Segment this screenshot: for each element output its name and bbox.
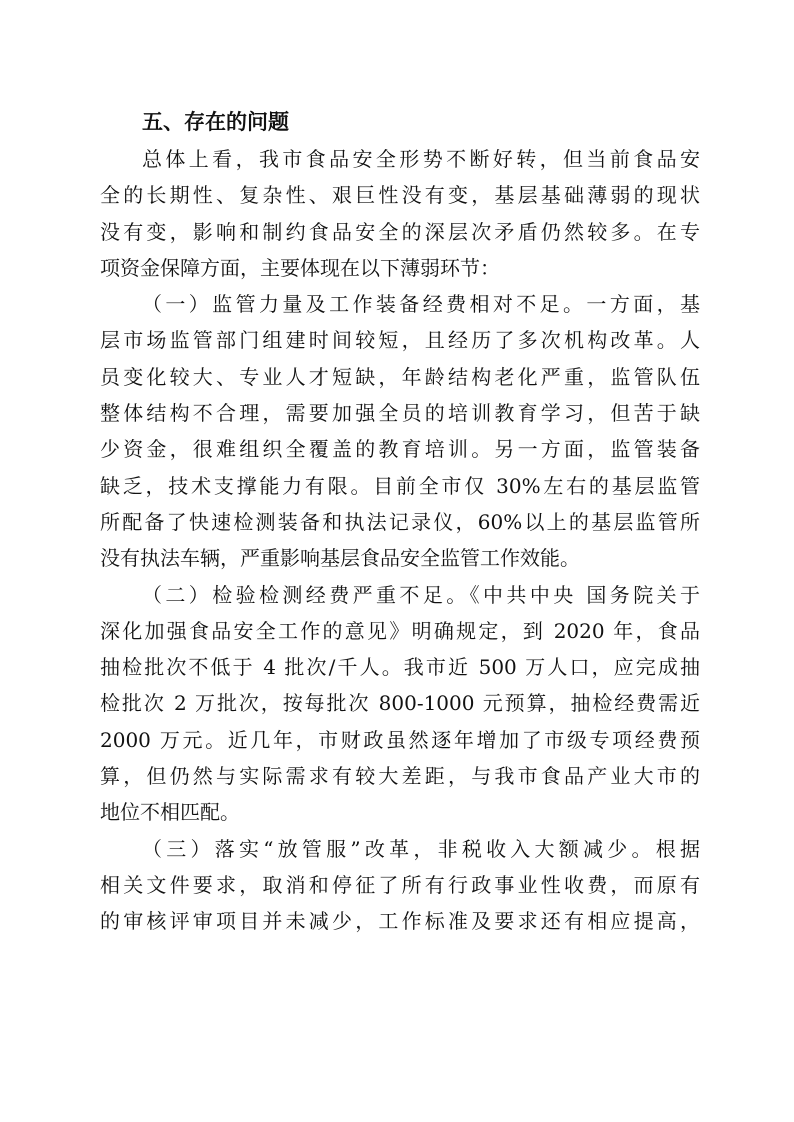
text-line: 抽检批次不低于 4 批次/千人。我市近 500 万人口，应完成抽	[100, 655, 700, 680]
text-line: 检批次 2 万批次，按每批次 800-1000 元预算，抽检经费需近	[100, 691, 700, 716]
text-line: 少资金，很难组织全覆盖的教育培训。另一方面，监管装备	[100, 437, 700, 462]
text-line: 没有变，影响和制约食品安全的深层次矛盾仍然较多。在专	[100, 219, 700, 244]
text-line: 深化加强食品安全工作的意见》明确规定，到 2020 年，食品	[100, 618, 700, 643]
text-line: 全的长期性、复杂性、艰巨性没有变，基层基础薄弱的现状	[100, 183, 700, 208]
text-line: 整体结构不合理，需要加强全员的培训教育学习，但苦于缺	[100, 401, 700, 426]
text-line: 算，但仍然与实际需求有较大差距，与我市食品产业大市的	[100, 764, 700, 789]
text-line: 总体上看，我市食品安全形势不断好转，但当前食品安	[142, 147, 700, 171]
text-line: 地位不相匹配。	[100, 800, 240, 825]
text-line: （一）监管力量及工作装备经费相对不足。一方面，基	[142, 292, 700, 317]
paragraph-overview	[100, 141, 700, 286]
text-line: 的审核评审项目并未减少，工作标准及要求还有相应提高，	[100, 909, 700, 934]
paragraph-item-2	[100, 577, 700, 831]
text-line: 项资金保障方面，主要体现在以下薄弱环节：	[100, 255, 500, 280]
text-line: （二）检验检测经费严重不足。《中共中央 国务院关于	[142, 582, 700, 607]
text-line: 2000 万元。近几年，市财政虽然逐年增加了市级专项经费预	[100, 727, 700, 752]
text-line: 员变化较大、专业人才短缺，年龄结构老化严重，监管队伍	[100, 364, 700, 389]
paragraph-item-3	[100, 831, 700, 940]
section-heading: 五、存在的问题	[142, 110, 289, 134]
text-line: 没有执法车辆，严重影响基层食品安全监管工作效能。	[100, 546, 580, 571]
text-line: 相关文件要求，取消和停征了所有行政事业性收费，而原有	[100, 872, 700, 897]
document-body	[100, 141, 700, 940]
text-line: （三）落实“放管服”改革，非税收入大额减少。根据	[142, 836, 700, 861]
text-line: 层市场监管部门组建时间较短，且经历了多次机构改革。人	[100, 328, 700, 353]
text-line: 所配备了快速检测装备和执法记录仪，60%以上的基层监管所	[100, 509, 700, 534]
text-line: 缺乏，技术支撑能力有限。目前全市仅 30%左右的基层监管	[100, 473, 700, 498]
paragraph-item-1	[100, 286, 700, 576]
